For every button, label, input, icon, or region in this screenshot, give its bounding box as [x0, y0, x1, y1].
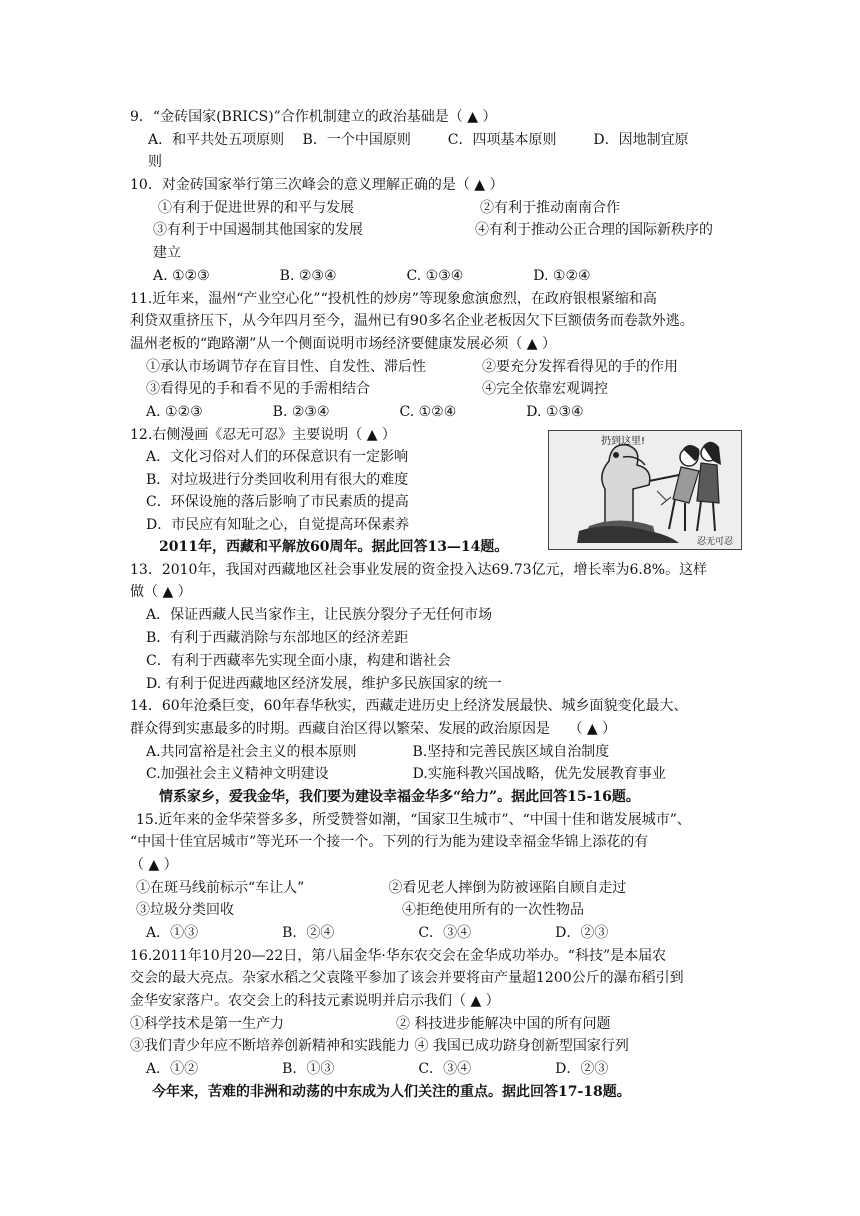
q11-stem-2: 利贷双重挤压下，从今年四月至今，温州已有90多名企业老板因欠下巨额债务而卷款外逃。: [130, 313, 694, 329]
q15-options: A．①③ B．②④ C．③④ D．②③: [146, 925, 609, 941]
q10-options: A. ①②③ B. ②③④ C. ①③④ D. ①②④: [153, 268, 591, 284]
q11-stem-1: 11.近年来，温州“产业空心化”“投机性的炒房”等现象愈演愈烈，在政府银根紧缩和高: [130, 291, 657, 307]
section-tibet-intro: 2011年，西藏和平解放60周年。据此回答13—14题。: [159, 539, 509, 555]
q16-stem-1: 16.2011年10月20—22日，第八届金华·华东农交会在金华成功举办。“科技”是本届农: [130, 948, 667, 964]
section-africa-intro: 今年来，苦难的非洲和动荡的中东成为人们关注的重点。据此回答17-18题。: [152, 1084, 631, 1100]
q15-stem-2: “中国十佳宜居城市”等光环一个接一个。下列的行为能为建设幸福金华锦上添花的有: [130, 834, 649, 850]
q15-stem-1: 15.近年来的金华荣誉多多，所受赞誉如潮，“国家卫生城市”、“中国十佳和谐发展城市”、: [136, 812, 691, 828]
q14-options-ab: A.共同富裕是社会主义的根本原则 B.坚持和完善民族区域自治制度: [146, 744, 610, 760]
q13-option-d: D. 有利于促进西藏地区经济发展，维护多民族国家的统一: [146, 676, 502, 692]
q16-stem-2: 交会的最大亮点。杂家水稻之父袁隆平参加了该会并要将亩产量超1200公斤的瀑布稻引到: [130, 970, 684, 986]
q9-options-wrap: 则: [148, 154, 162, 170]
q14-stem-1: 14．60年沧桑巨变，60年春华秋实，西藏走进历史上经济发展最快、城乡面貌变化最大、: [130, 698, 688, 714]
q13-option-c: C．有利于西藏率先实现全面小康，构建和谐社会: [146, 653, 451, 669]
cartoon-drawing: [549, 431, 741, 549]
section-jinhua-intro: 情系家乡，爱我金华，我们要为建设幸福金华多“给力”。据此回答15-16题。: [159, 789, 640, 805]
q11-item-3-4: ③看得见的手和看不见的手需相结合 ④完全依靠宏观调控: [146, 381, 608, 397]
q11-item-1-2: ①承认市场调节存在盲目性、自发性、滞后性 ②要充分发挥看得见的手的作用: [146, 359, 678, 375]
q12-option-c: C．环保设施的落后影响了市民素质的提高: [146, 494, 409, 510]
q13-stem-1: 13．2010年，我国对西藏地区社会事业发展的资金投入达69.73亿元，增长率为6.8%。这样: [130, 562, 708, 578]
q11-options: A. ①②③ B. ②③④ C. ①②④ D. ①③④: [146, 404, 584, 420]
q15-item-3-4: ③垃圾分类回收 ④拒绝使用所有的一次性物品: [136, 902, 584, 918]
q15-item-1-2: ①在斑马线前标示“车让人” ②看见老人摔倒为防被诬陷自顾自走过: [136, 880, 627, 896]
q12-option-a: A．文化习俗对人们的环保意识有一定影响: [146, 449, 409, 465]
q16-options: A．①② B．①③ C．③④ D．②③: [146, 1061, 609, 1077]
q9-stem: 9．“金砖国家(BRICS)”合作机制建立的政治基础是（ ▲ ）: [130, 109, 497, 125]
q10-item-wrap: 建立: [153, 245, 181, 261]
cartoon-caption-bottom: 忍无可忍: [697, 537, 734, 547]
q10-item-3-4: ③有利于中国遏制其他国家的发展 ④有利于推动公正合理的国际新秩序的: [153, 222, 713, 238]
q9-options: A．和平共处五项原则 B．一个中国原则 C．四项基本原则 D．因地制宜原: [148, 132, 689, 148]
q13-stem-2: 做（ ▲ ）: [130, 584, 192, 600]
q12-stem: 12.右侧漫画《忍无可忍》主要说明（ ▲ ）: [130, 427, 396, 443]
q11-stem-3: 温州老板的“跑路潮”从一个侧面说明市场经济要健康发展必须（ ▲ ）: [130, 336, 556, 352]
q14-stem-2: 群众得到实惠最多的时期。西藏自治区得以繁荣、发展的政治原因是 （ ▲ ）: [130, 721, 617, 737]
q15-stem-3: （ ▲ ）: [130, 857, 178, 873]
q16-item-3-4: ③我们青少年应不断培养创新精神和实践能力 ④ 我国已成功跻身创新型国家行列: [130, 1038, 629, 1054]
q12-option-d: D．市民应有知耻之心，自觉提高环保素养: [146, 517, 410, 533]
q14-options-cd: C.加强社会主义精神文明建设 D.实施科教兴国战略，优先发展教育事业: [146, 766, 666, 782]
q13-option-a: A．保证西藏人民当家作主，让民族分裂分子无任何市场: [146, 607, 493, 623]
q10-item-1-2: ①有利于促进世界的和平与发展 ②有利于推动南南合作: [158, 200, 620, 216]
q16-stem-3: 金华安家落户。农交会上的科技元素说明并启示我们（ ▲ ）: [130, 993, 500, 1009]
cartoon-image: [548, 430, 742, 550]
q10-stem: 10．对金砖国家举行第三次峰会的意义理解正确的是（ ▲ ）: [130, 177, 504, 193]
q12-option-b: B．对垃圾进行分类回收利用有很大的难度: [146, 472, 409, 488]
q16-item-1-2: ①科学技术是第一生产力 ② 科技进步能解决中国的所有问题: [130, 1016, 611, 1032]
q13-option-b: B．有利于西藏消除与东部地区的经济差距: [146, 630, 409, 646]
cartoon-caption-top: 扔到这里!: [601, 436, 646, 447]
